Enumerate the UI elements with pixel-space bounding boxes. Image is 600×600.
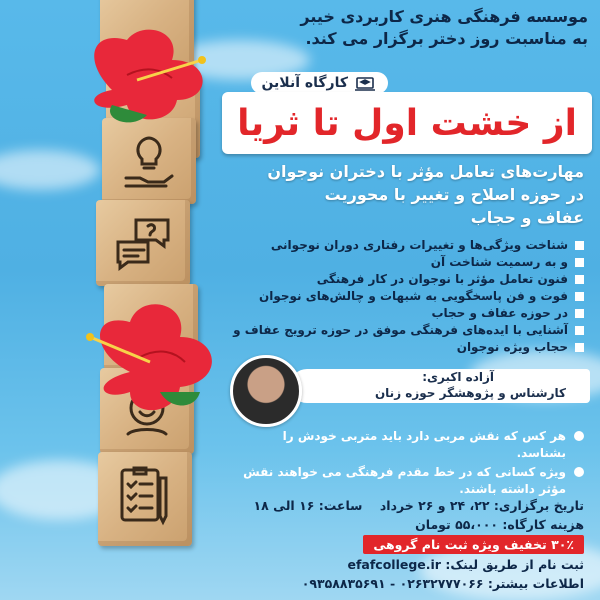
checklist-clipboard-icon <box>112 464 178 526</box>
topic-item-continued: و به رسمیت شناخت آن <box>209 254 584 271</box>
register-row <box>224 555 584 574</box>
topic-item: شناخت ویژگی‌ها و تغییرات رفتاری دوران نوجوانی <box>209 237 584 254</box>
fee-row <box>224 515 584 534</box>
speaker-card <box>230 355 590 413</box>
topics-list <box>209 237 584 356</box>
topic-item-continued: در حوزه عفاف و حجاب <box>209 305 584 322</box>
time-value: ۱۶ الی ۱۸ <box>253 498 315 513</box>
fee-label: هزینه کارگاه: <box>502 517 584 532</box>
group-discount-badge: ۳۰٪ تخفیف ویژه ثبت نام گروهی <box>363 535 584 554</box>
topic-item: فنون تعامل مؤثر با نوجوان در کار فرهنگی <box>209 271 584 288</box>
workshop-subtitle <box>224 160 584 229</box>
header-line-1: موسسه فرهنگی هنری کاربردی خیبر <box>300 7 588 26</box>
contact-row: اطلاعات بیشتر: ۰۲۶۳۲۷۷۷۰۶۶ - ۰۹۳۵۸۸۳۵۶۹۱ <box>301 576 584 591</box>
red-hibiscus-flower <box>52 20 232 130</box>
info-label: اطلاعات بیشتر: <box>487 576 584 591</box>
subtitle-line: مهارت‌های تعامل مؤثر با دختران نوجوان <box>267 162 584 181</box>
phone-number[interactable]: ۰۹۳۵۸۸۳۵۶۹۱ <box>301 576 386 591</box>
online-workshop-label <box>251 72 388 94</box>
topic-item: فوت و فن پاسخگویی به شبهات و چالش‌های نوجوان <box>209 288 584 305</box>
topic-item-continued: حجاب ویژه نوجوان <box>209 339 584 356</box>
wooden-block <box>96 200 190 286</box>
date-value: ۲۲، ۲۴ و ۲۶ خرداد <box>379 498 490 513</box>
organizer-header <box>208 6 588 50</box>
red-hibiscus-flower <box>60 292 230 422</box>
register-label: ثبت نام از طریق لینک: <box>445 557 584 572</box>
date-time-row <box>224 496 584 515</box>
register-link[interactable]: efafcollege.ir <box>347 557 441 572</box>
discount-row <box>224 534 584 555</box>
phone-number[interactable]: ۰۲۶۳۲۷۷۷۰۶۶ <box>399 576 484 591</box>
wooden-block <box>98 452 192 546</box>
header-line-2: به مناسبت روز دختر برگزار می کند. <box>305 29 588 48</box>
fee-value: ۵۵،۰۰۰ تومان <box>415 517 498 532</box>
laptop-graduation-icon <box>354 74 376 92</box>
note-item: ویژه کسانی که در خط مقدم فرهنگی می خواهند نقش مؤثر داشته باشند. <box>234 464 584 498</box>
date-label: تاریخ برگزاری: <box>493 498 584 513</box>
topic-item: آشنایی با ایده‌های فرهنگی موفق در حوزه ترویج عفاف و <box>209 322 584 339</box>
speech-bubbles-icon <box>110 212 176 274</box>
lightbulb-hand-icon <box>116 130 182 192</box>
speaker-name: آزاده اکبری: <box>422 370 494 384</box>
subtitle-line: در حوزه اصلاح و تغییر با محوریت <box>324 185 584 204</box>
speaker-avatar <box>230 355 302 427</box>
subtitle-line: عفاف و حجاب <box>470 208 584 227</box>
notes-list <box>234 428 584 500</box>
speaker-role: کارشناس و پژوهشگر حوزه زنان <box>374 386 566 400</box>
note-item: هر کس که نقش مربی دارد باید متربی خودش را بشناسد. <box>234 428 584 462</box>
workshop-title: از خشت اول تا ثریا <box>222 92 592 154</box>
wooden-block <box>102 118 196 204</box>
cloud <box>0 150 100 190</box>
online-workshop-text: کارگاه آنلاین <box>261 75 348 91</box>
time-label: ساعت: <box>318 498 363 513</box>
event-details <box>224 496 584 593</box>
